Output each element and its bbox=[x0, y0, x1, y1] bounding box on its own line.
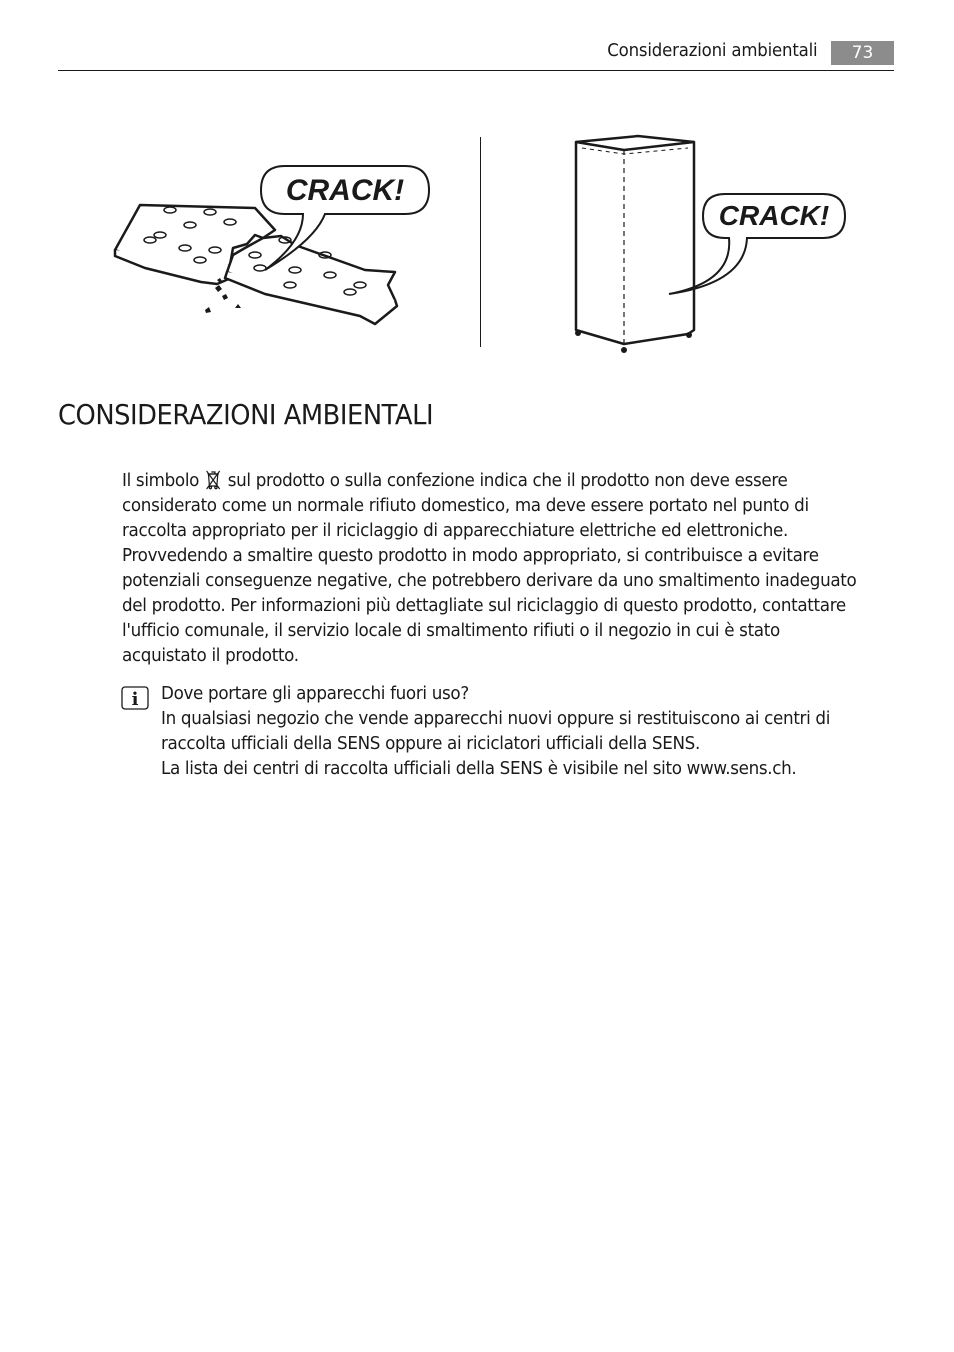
page-number-badge: 73 bbox=[831, 41, 894, 65]
info-note bbox=[161, 681, 868, 781]
info-icon bbox=[121, 686, 149, 710]
weee-paragraph bbox=[122, 468, 857, 668]
info-line-1: In qualsiasi negozio che vende apparecchi nuovi oppure si restituiscono ai centri di bbox=[161, 708, 831, 729]
header-rule bbox=[58, 70, 894, 71]
crack-label-left: CRACK! bbox=[285, 174, 405, 207]
info-line-2: raccolta ufficiali della SENS oppure ai riciclatori ufficiali della SENS. bbox=[161, 733, 700, 754]
crack-bubble-right bbox=[665, 188, 850, 303]
svg-text:i: i bbox=[131, 689, 139, 710]
info-line-3: La lista dei centri di raccolta ufficiali della SENS è visibile nel sito www.sens.ch. bbox=[161, 758, 797, 779]
paragraph-start: Il simbolo bbox=[122, 470, 200, 491]
illustration-divider bbox=[480, 137, 481, 347]
crossed-bin-icon bbox=[206, 470, 221, 490]
crack-label-right: CRACK! bbox=[718, 200, 830, 231]
paragraph-rest: sul prodotto o sulla confezione indica che il prodotto non deve essere considerato come un normale rifiuto domestico, ma deve essere portato nel punto di raccolta appropriato per il riciclaggio di apparecchiature elettriche ed elettroniche. Provvedendo a smaltire questo prodotto in modo appropriato, si contribuisce a evitare potenziali conseguenze negative, che potrebbero derivare da uno smaltimento inadeguato del prodotto. Per informazioni più dettagliate sul riciclaggio di questo prodotto, contattare l'ufficio comunale, il servizio locale di smaltimento rifiuti o il negozio in cui è stato acquistato il prodotto. bbox=[122, 470, 857, 666]
header-section-title: Considerazioni ambientali bbox=[606, 40, 817, 61]
crack-bubble-left bbox=[255, 160, 435, 280]
info-question: Dove portare gli apparecchi fuori uso? bbox=[161, 683, 469, 704]
section-title: CONSIDERAZIONI AMBIENTALI bbox=[58, 398, 434, 431]
